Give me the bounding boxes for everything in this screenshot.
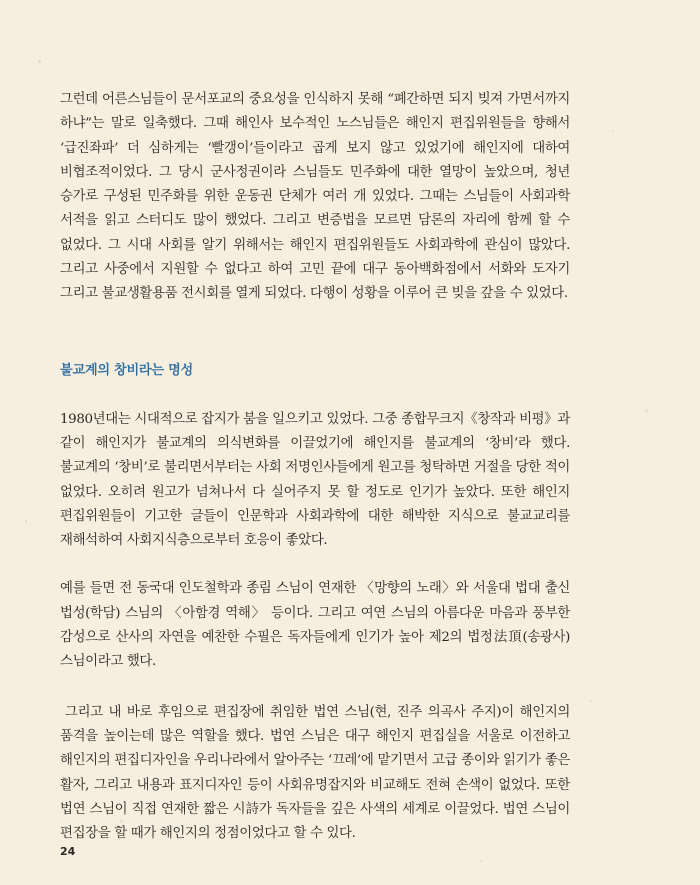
body-paragraph-3: 예를 들면 전 동국대 인도철학과 종림 스님이 연재한 〈망향의 노래〉와 서울대 법대 출신 법성(학담) 스님의 〈아함경 역해〉 등이다. 그리고 여연 스님의 아름다운 마음과 풍부한 감성으로 산사의 자연을 예찬한 수필은 독자들에게 인기가 높아 제2의 법정法頂(송광사) 스님이라고 했다. — [60, 581, 570, 670]
paper-texture-speck — [38, 60, 41, 63]
article-body — [60, 88, 570, 846]
body-paragraph-4: 그리고 내 바로 후임으로 편집장에 취임한 법연 스님(현, 진주 의곡사 주지)이 해인지의 품격을 높이는데 많은 역할을 했다. 법연 스님은 대구 해인지 편집실을 서울로 이전하고 해인지의 편집디자인을 우리나라에서 알아주는 ‘끄레’에 맡기면서 고급 종이와 읽기가 좋은 활자, 그리고 내용과 표지디자인 등이 사회유명잡지와 비교해도 전혀 손색이 없었다. 또한 법연 스님이 직접 연재한 짧은 시詩가 독자들을 깊은 사색의 세계로 이끌었다. 법연 스님이 편집장을 할 때가 해인지의 정점이었다고 할 수 있다. — [60, 704, 570, 842]
section-heading: 불교계의 창비라는 명성 — [60, 362, 193, 378]
paper-texture-speck — [645, 410, 648, 412]
body-paragraph-2: 1980년대는 시대적으로 잡지가 붐을 일으키고 있었다. 그중 종합무크지《창작과 비평》과 같이 해인지가 불교계의 의식변화를 이끌었기에 해인지를 불교계의 ‘창비’라 했다. 불교계의 ‘창비’로 불리면서부터는 사회 저명인사들에게 원고를 청탁하면 거절을 당한 적이 없었다. 오히려 원고가 넘쳐나서 다 실어주지 못 할 정도로 인기가 높았다. 또한 해인지 편집위원들이 기고한 글들이 인문학과 사회과학에 대한 해박한 지식으로 불교교리를 재해석하여 사회지식층으로부터 호응이 좋았다. — [60, 411, 570, 549]
paper-texture-speck — [25, 520, 27, 523]
paper-texture-speck — [480, 860, 482, 862]
body-paragraph-1: 그런데 어른스님들이 문서포교의 중요성을 인식하지 못해 “폐간하면 되지 빚져 가면서까지 하냐”는 말로 일축했다. 그때 해인사 보수적인 노스님들은 해인지 편집위원들을 향해서 ‘급진좌파’ 더 심하게는 ‘빨갱이’들이라고 곱게 보지 않고 있었기에 해인지에 대하여 비협조적이었다. 그 당시 군사정권이라 스님들도 민주화에 대한 열망이 높았으며, 청년 승가로 구성된 민주화를 위한 운동권 단체가 여러 개 있었다. 그때는 스님들이 사회과학 서적을 읽고 스터디도 많이 했었다. 그리고 변증법을 모르면 담론의 자리에 함께 할 수 없었다. 그 시대 사회를 알기 위해서는 해인지 편집위원들도 사회과학에 관심이 많았다. 그리고 사중에서 지원할 수 없다고 하여 고민 끝에 대구 동아백화점에서 서화와 도자기 그리고 불교생활용품 전시회를 열게 되었다. 다행이 성황을 이루어 큰 빚을 갚을 수 있었다. — [60, 92, 570, 302]
paper-texture-speck — [590, 700, 592, 702]
page-number: 24 — [60, 845, 76, 858]
paper-texture-speck — [612, 130, 614, 132]
